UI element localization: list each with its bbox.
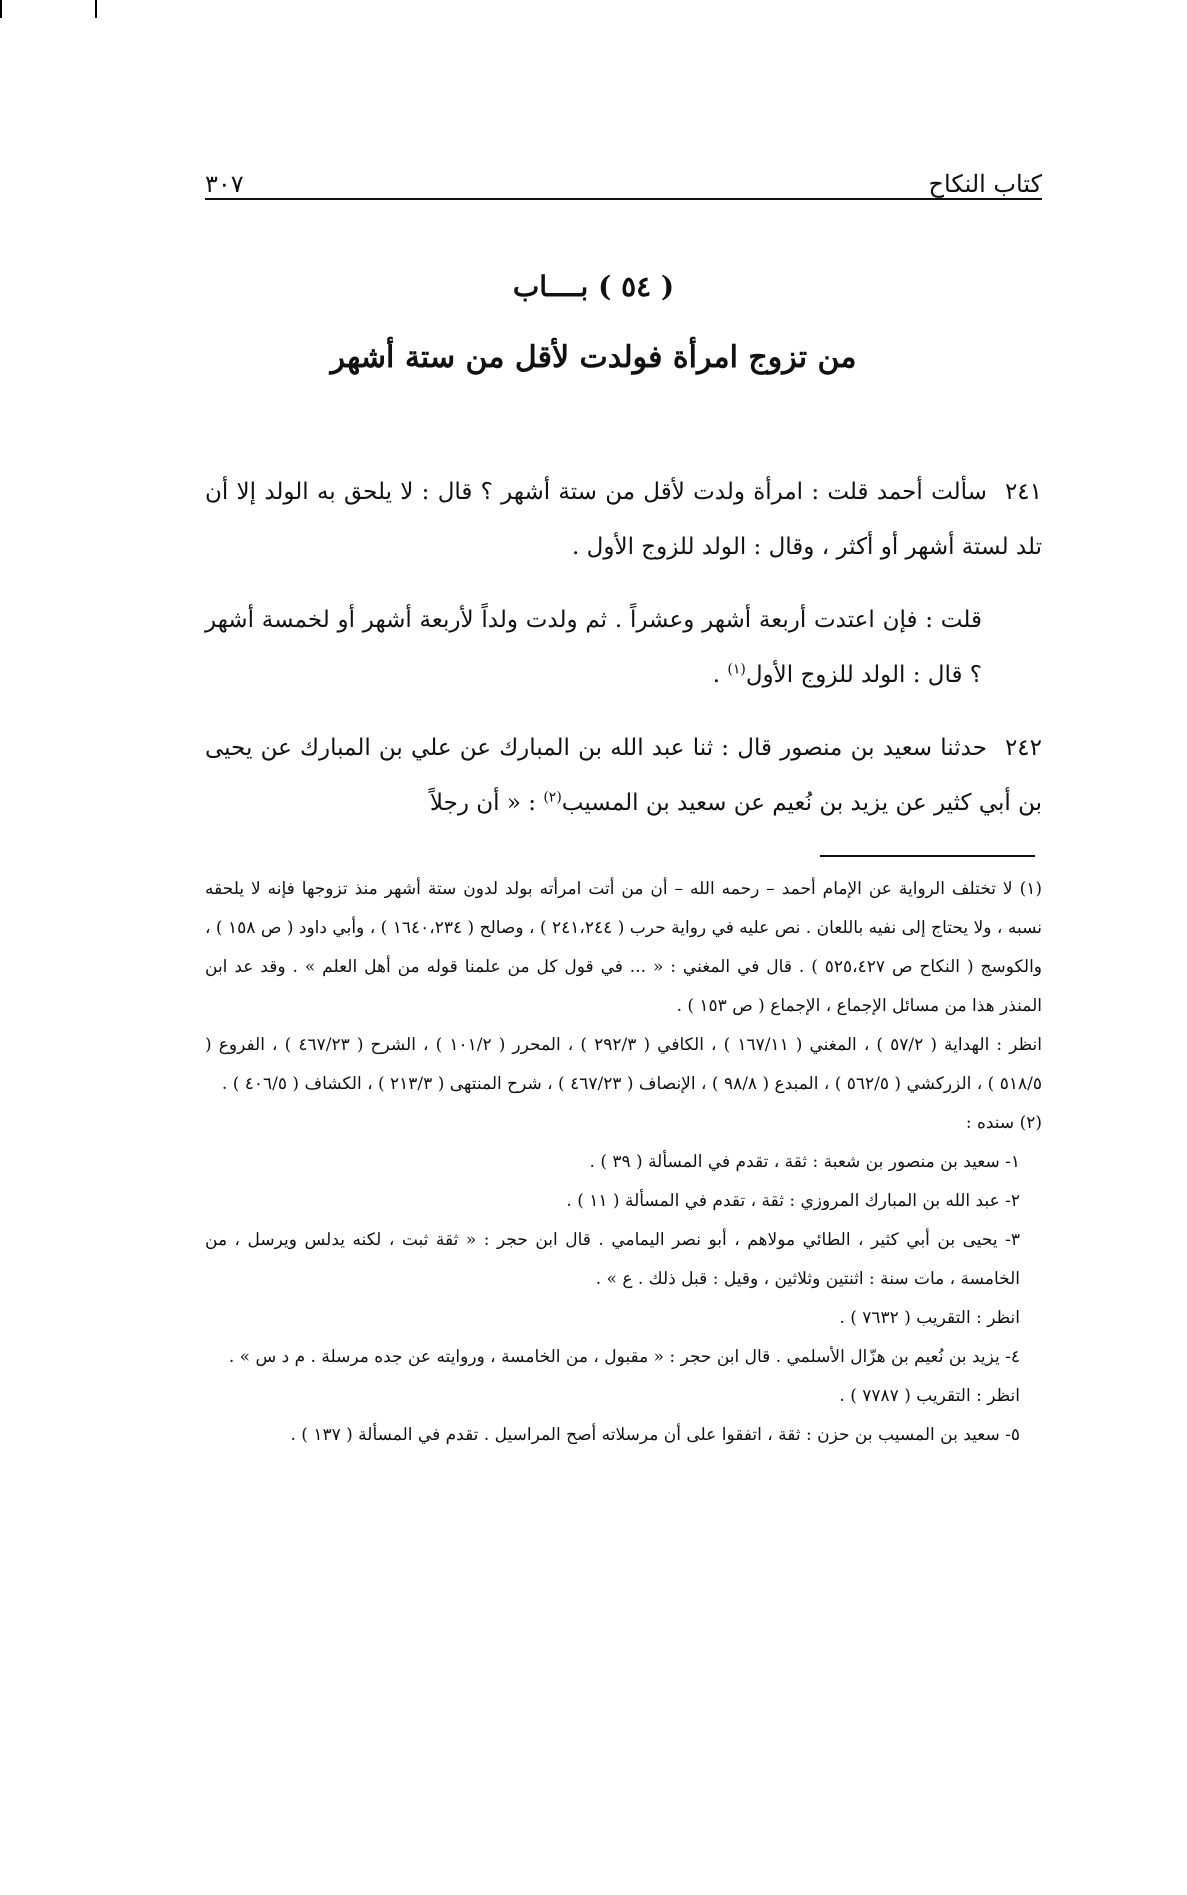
page-number: ٣٠٧ <box>205 170 244 198</box>
paragraph-241-continuation <box>205 593 1042 703</box>
footnote-2-item: ٢- عبد الله بن المبارك المروزي : ثقة ، تقدم في المسألة ( ١١ ) . <box>566 1191 1020 1211</box>
paragraph-text: حدثنا سعيد بن منصور قال : ثنا عبد الله بن المبارك عن علي بن المبارك عن يحيى بن أبي كثير عن يزيد بن نُعيم عن سعيد بن المسيب <box>205 735 1042 816</box>
footnote-2-reference: انظر : التقريب ( ٧٧٨٧ ) . <box>839 1386 1020 1406</box>
footnote-2-heading: (٢) سنده : <box>965 1113 1042 1133</box>
paragraph-text: سألت أحمد قلت : امرأة ولدت لأقل من ستة أشهر ؟ قال : لا يلحق به الولد إلا أن تلد لستة أشهر أو أكثر ، وقال : الولد للزوج الأول . <box>205 479 1042 560</box>
scan-edge-mark <box>95 0 97 18</box>
footnotes <box>205 870 1042 1455</box>
paragraph-text: قلت : فإن اعتدت أربعة أشهر وعشراً . ثم ولدت ولداً لأربعة أشهر أو لخمسة أشهر ؟ قال : الولد للزوج الأول <box>205 607 982 688</box>
footnote-ref: (٢) <box>543 789 562 806</box>
footnote-2-reference: انظر : التقريب ( ٧٦٣٢ ) . <box>839 1308 1020 1328</box>
footnote-2-item: ٥- سعيد بن المسيب بن حزن : ثقة ، اتفقوا على أن مرسلاته أصح المراسيل . تقدم في المسألة ( ١٣٧ ) . <box>290 1425 1020 1445</box>
footnote-1: (١) لا تختلف الرواية عن الإمام أحمد – رحمه الله – أن من أتت امرأته بولد لدون ستة أشهر منذ تزوجها فإنه لا يلحقه نسبه ، ولا يحتاج إلى نفيه باللعان . نص عليه في رواية حرب ( ٢٤١،٢٤٤ ) ، وصالح ( ١٦٤٠،٢٣٤ ) ، وأبي داود ( ص ١٥٨ ) ، والكوسج ( النكاح ص ٥٢٥،٤٢٧ ) . قال في المغني : « ... في قول كل من علمنا قوله من أهل العلم » . وقد عد ابن المنذر هذا من مسائل الإجماع ، الإجماع ( ص ١٥٣ ) . <box>205 879 1043 1016</box>
header-rule <box>205 198 1042 200</box>
running-header <box>205 158 1042 198</box>
footnote-2-item: ٤- يزيد بن نُعيم بن هزّال الأسلمي . قال ابن حجر : « مقبول ، من الخامسة ، وروايته عن جده مرسلة . م د س » . <box>228 1347 1020 1367</box>
footnote-separator <box>820 855 1035 857</box>
paragraph-number: ٢٤٢ <box>1004 735 1042 761</box>
footnote-1-references: انظر : الهداية ( ٥٧/٢ ) ، المغني ( ١٦٧/١١ ) ، الكافي ( ٢٩٢/٣ ) ، المحرر ( ١٠١/٢ ) ، الشرح ( ٤٦٧/٢٣ ) ، الفروع ( ٥١٨/٥ ) ، الزركشي ( ٥٦٢/٥ ) ، المبدع ( ٩٨/٨ ) ، الإنصاف ( ٤٦٧/٢٣ ) ، شرح المنتهى ( ٢١٣/٣ ) ، الكشاف ( ٤٠٦/٥ ) . <box>205 1035 1042 1094</box>
scan-edge-mark <box>0 0 2 18</box>
paragraph-number: ٢٤١ <box>1004 479 1042 505</box>
paragraph-242 <box>205 721 1042 831</box>
paragraph-tail: : « أن رجلاً <box>429 790 544 816</box>
body-text <box>205 465 1042 849</box>
book-title: كتاب النكاح <box>928 170 1042 198</box>
footnote-2-item: ١- سعيد بن منصور بن شعبة : ثقة ، تقدم في المسألة ( ٣٩ ) . <box>589 1152 1020 1172</box>
paragraph-241 <box>205 465 1042 575</box>
footnote-ref: (١) <box>727 661 746 678</box>
footnote-2-item: ٣- يحيى بن أبي كثير ، الطائي مولاهم ، أبو نصر اليمامي . قال ابن حجر : « ثقة ثبت ، لكنه يدلس ويرسل ، من الخامسة ، مات سنة : اثنتين وثلاثين ، وقيل : قبل ذلك . ع » . <box>205 1230 1020 1289</box>
paragraph-tail: . <box>712 662 728 688</box>
chapter-heading: ( ٥٤ ) بــــاب <box>512 270 675 303</box>
chapter-title: من تزوج امرأة فولدت لأقل من ستة أشهر <box>330 340 857 375</box>
